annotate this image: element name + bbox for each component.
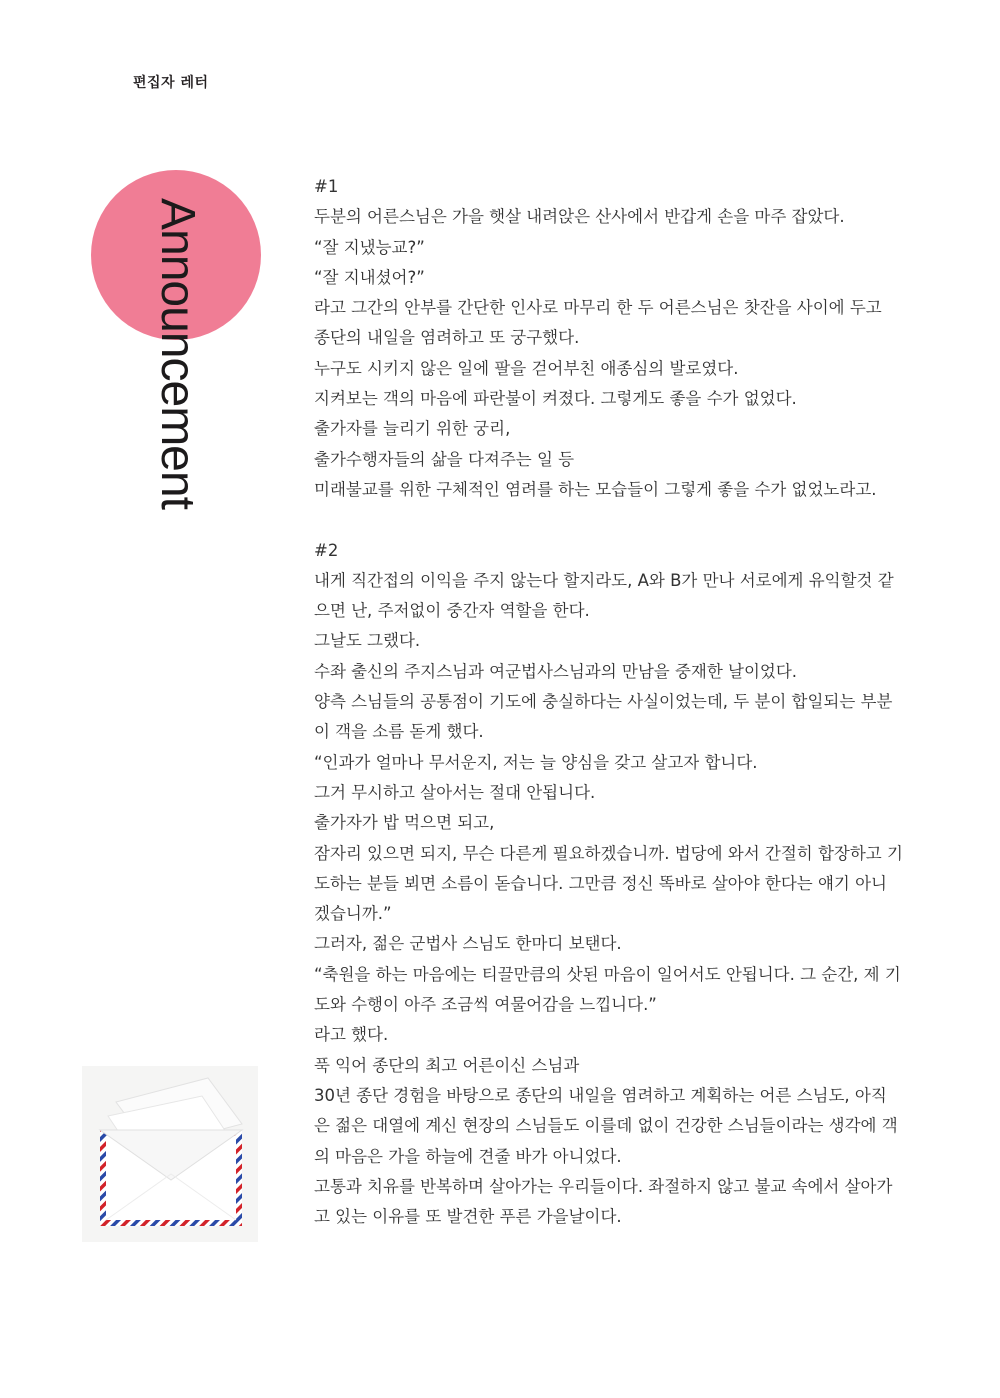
body-line: 으면 난, 주저없이 중간자 역할을 한다. [314,601,590,621]
section-heading: #1 [314,177,339,196]
body-line: 그거 무시하고 살아서는 절대 안됩니다. [314,782,596,802]
section-1 [314,172,926,505]
body-line: 잠자리 있으면 되지, 무슨 다른게 필요하겠습니까. 법당에 와서 간절히 합장하고 기 [314,843,903,863]
body-line: 출가자를 늘리기 위한 궁리, [314,419,511,439]
body-line: 수좌 출신의 주지스님과 여군법사스님과의 만남을 중재한 날이었다. [314,661,798,681]
body-line: 출가자가 밥 먹으면 되고, [314,813,495,833]
section-gap [314,505,926,535]
page-header: 편집자 레터 [133,75,209,91]
section-heading: #2 [314,540,339,560]
body-line: “축원을 하는 마음에는 티끌만큼의 삿된 마음이 일어서도 안됩니다. 그 순간, 제 기 [314,964,901,984]
body-line: 푹 익어 종단의 최고 어른이신 스님과 [314,1055,580,1075]
body-line: 도와 수행이 아주 조금씩 여물어감을 느낍니다.” [314,995,657,1015]
body-line: 누구도 시키지 않은 일에 팔을 걷어부친 애종심의 발로였다. [314,358,739,378]
body-line: 두분의 어른스님은 가을 햇살 내려앉은 산사에서 반갑게 손을 마주 잡았다. [314,207,845,227]
body-line: 양측 스님들의 공통점이 기도에 충실하다는 사실이었는데, 두 분이 합일되는 부분 [314,692,893,712]
body-line: 은 젊은 대열에 계신 현장의 스님들도 이를데 없이 건강한 스님들이라는 생각에 객 [314,1116,898,1136]
body-line: 내게 직간접의 이익을 주지 않는다 할지라도, A와 B가 만나 서로에게 유익할것 같 [314,570,894,590]
body-line: 출가수행자들의 삶을 다져주는 일 등 [314,449,575,469]
body-line: 의 마음은 가을 하늘에 견줄 바가 아니었다. [314,1146,622,1166]
body-line: 종단의 내일을 염려하고 또 궁구했다. [314,328,580,348]
body-line: 고통과 치유를 반복하며 살아가는 우리들이다. 좌절하지 않고 불교 속에서 살아가 [314,1176,893,1196]
body-line: 라고 했다. [314,1025,389,1045]
body-line: 지켜보는 객의 마음에 파란불이 켜졌다. 그렇게도 좋을 수가 없었다. [314,389,797,409]
letter-body [314,172,926,1232]
body-line: 그날도 그랬다. [314,631,421,651]
body-line: 이 객을 소름 돋게 했다. [314,722,484,742]
body-line: 도하는 분들 뵈면 소름이 돋습니다. 그만큼 정신 똑바로 살아야 한다는 얘기 아니 [314,873,887,893]
body-line: “인과가 얼마나 무서운지, 저는 늘 양심을 갖고 살고자 합니다. [314,752,758,772]
body-line: 미래불교를 위한 구체적인 염려를 하는 모습들이 그렇게 좋을 수가 없었노라고. [314,479,877,499]
body-line: “잘 지냈능교?” [314,237,425,257]
section-2 [314,536,926,1233]
body-line: “잘 지내셨어?” [314,267,425,287]
body-line: 겠습니까.” [314,904,392,924]
body-line: 고 있는 이유를 또 발견한 푸른 가을날이다. [314,1207,622,1227]
body-line: 그러자, 젊은 군법사 스님도 한마디 보탠다. [314,934,622,954]
body-line: 라고 그간의 안부를 간단한 인사로 마무리 한 두 어른스님은 찻잔을 사이에 두고 [314,298,882,318]
vertical-title: Announcement [151,198,204,509]
airmail-envelope-icon [82,1066,258,1242]
body-line: 30년 종단 경험을 바탕으로 종단의 내일을 염려하고 계획하는 어른 스님도, 아직 [314,1085,887,1105]
